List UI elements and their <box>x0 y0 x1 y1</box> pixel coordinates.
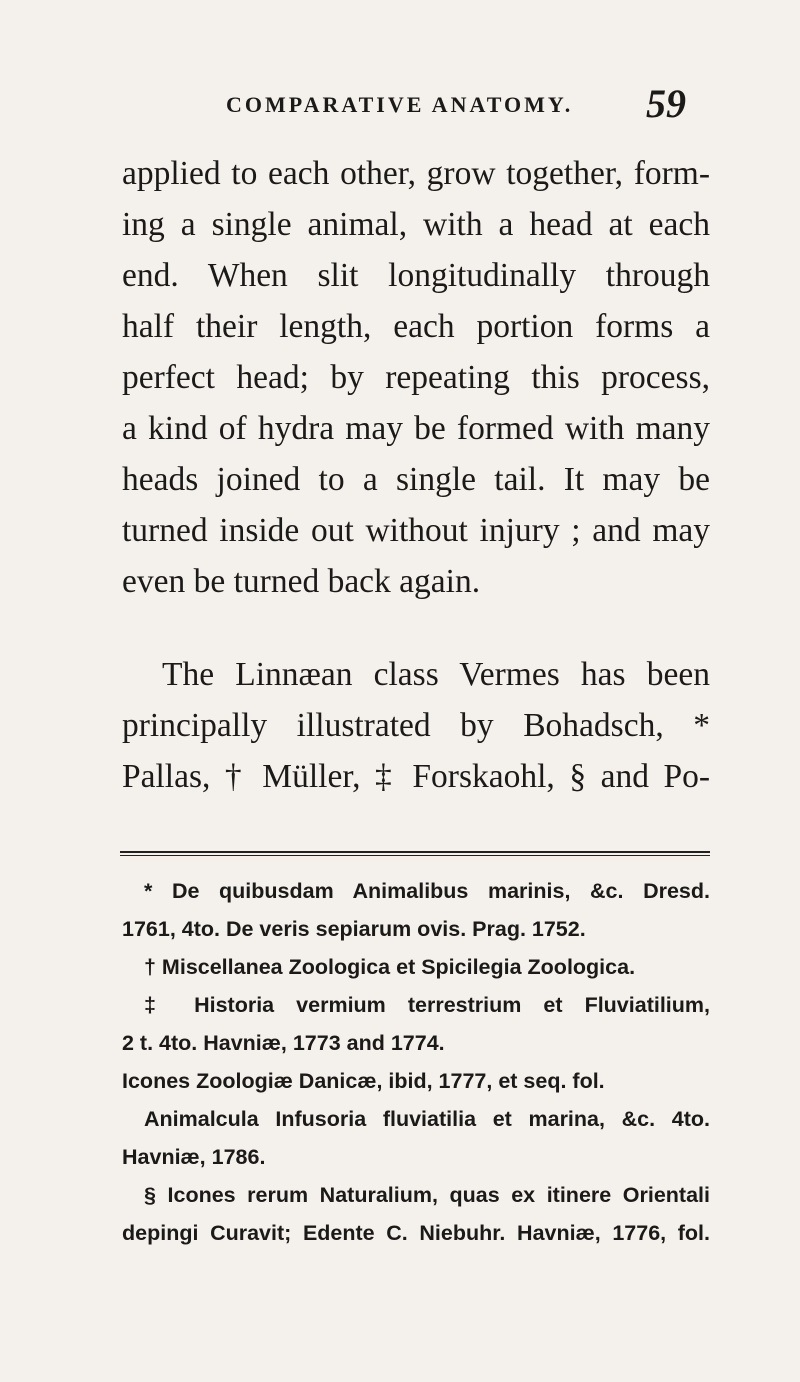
footnote-line: ‡ Historia vermium terrestrium et Fluviatilium, <box>144 993 710 1017</box>
footnote-line: * De quibusdam Animalibus marinis, &c. Dresd. <box>144 879 710 903</box>
footnote-line: † Miscellanea Zoologica et Spicilegia Zoologica. <box>144 955 636 979</box>
footnote-line: 2 t. 4to. Havniæ, 1773 and 1774. <box>122 1031 445 1055</box>
running-head: COMPARATIVE ANATOMY. <box>226 92 574 117</box>
paragraph-2 <box>122 649 710 802</box>
footnote-line: Havniæ, 1786. <box>122 1145 266 1169</box>
text-line: principally illustrated by Bohadsch, * <box>122 707 710 744</box>
footnote-rule <box>120 851 710 853</box>
text-line: applied to each other, grow together, form- <box>122 155 710 192</box>
text-line: a kind of hydra may be formed with many <box>122 410 710 447</box>
text-line: The Linnæan class Vermes has been <box>162 656 710 693</box>
footnote-rule-thin <box>120 855 710 856</box>
text-line: Pallas, † Müller, ‡ Forskaohl, § and Po- <box>122 758 710 795</box>
footnote-line: depingi Curavit; Edente C. Niebuhr. Havniæ, 1776, fol. <box>122 1221 710 1245</box>
text-line: turned inside out without injury ; and may <box>122 512 710 549</box>
footnote-line: Icones Zoologiæ Danicæ, ibid, 1777, et seq. fol. <box>122 1069 605 1093</box>
page-number: 59 <box>646 81 686 126</box>
text-line: even be turned back again. <box>122 563 481 600</box>
footnotes <box>122 872 710 1252</box>
text-line: end. When slit longitudinally through <box>122 257 710 294</box>
paragraph-gap <box>122 607 710 649</box>
page-header <box>226 81 686 132</box>
text-line: ing a single animal, with a head at each <box>122 206 710 243</box>
body-text <box>122 148 710 802</box>
text-line: heads joined to a single tail. It may be <box>122 461 710 498</box>
text-line: half their length, each portion forms a <box>122 308 710 345</box>
footnote-line: § Icones rerum Naturalium, quas ex itinere Orientali <box>144 1183 710 1207</box>
text-line: perfect head; by repeating this process, <box>122 359 710 396</box>
footnote-line: Animalcula Infusoria fluviatilia et marina, &c. 4to. <box>144 1107 710 1131</box>
footnote-line: 1761, 4to. De veris sepiarum ovis. Prag. 1752. <box>122 917 586 941</box>
paragraph-1 <box>122 148 710 607</box>
